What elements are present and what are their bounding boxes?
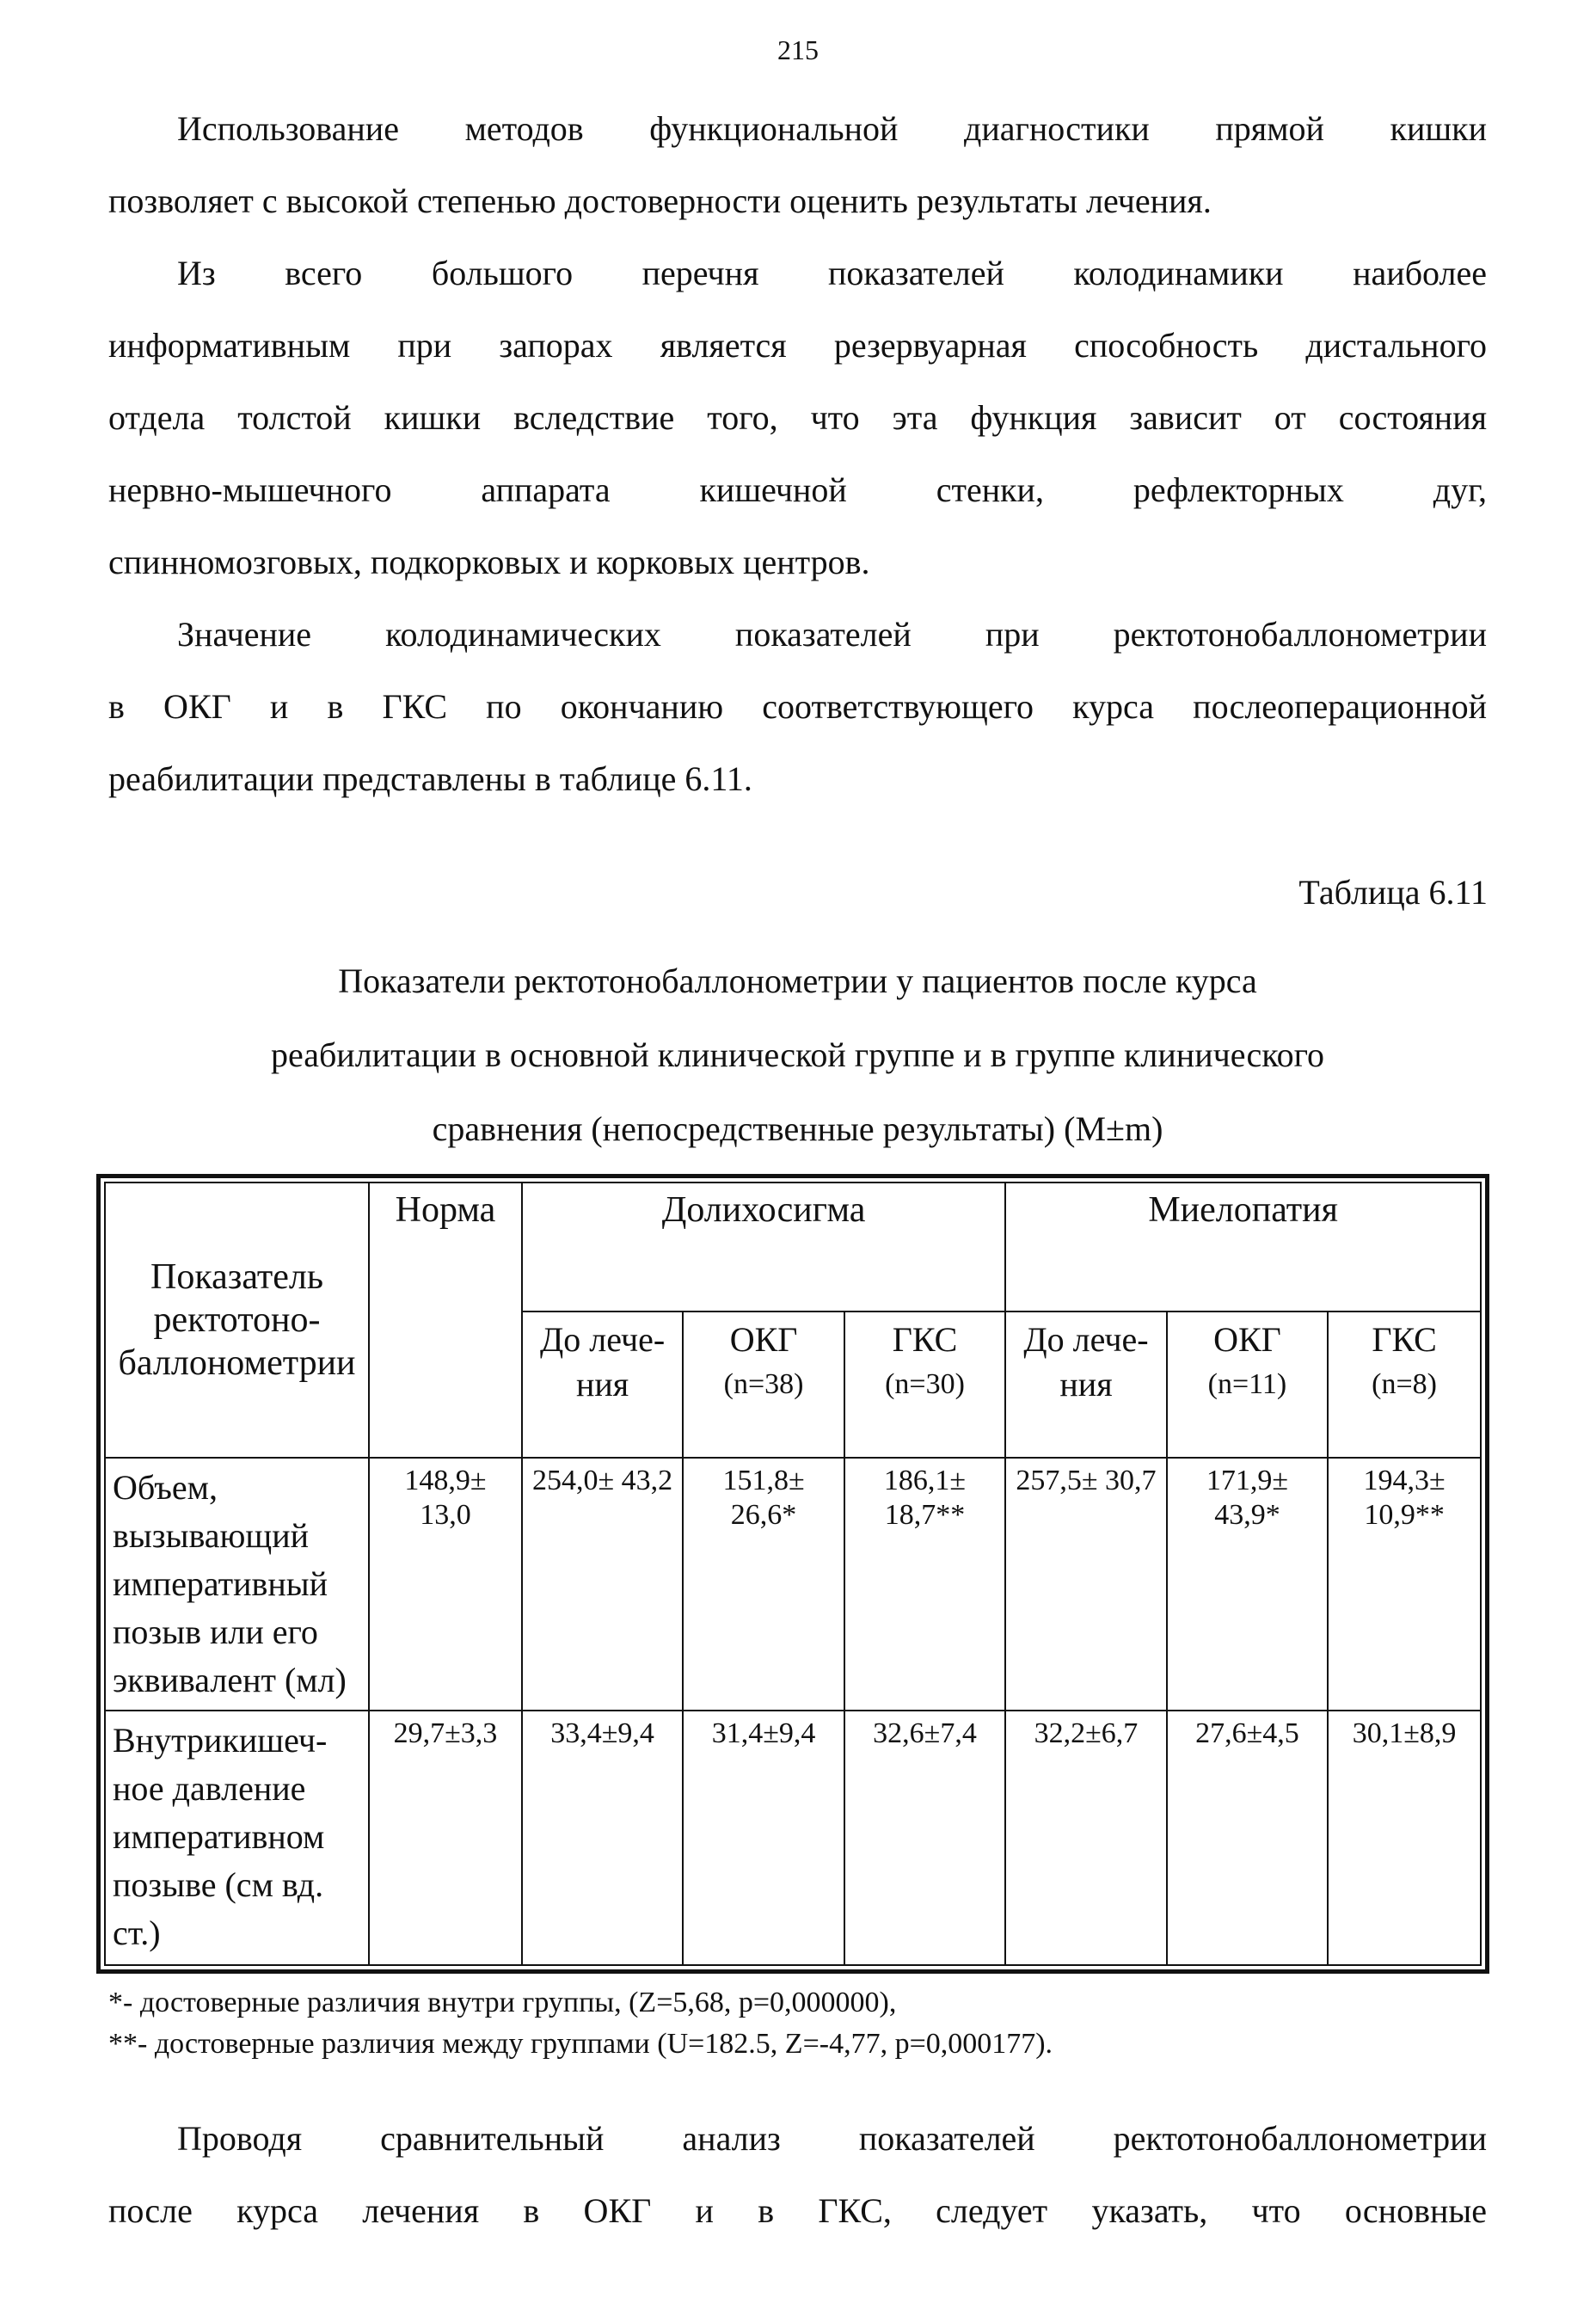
subheader-okg: ОКГ (n=11) [1167, 1312, 1328, 1458]
text-line: отдела толстой кишки вследствие того, что эта функция зависит от состояния [108, 398, 1487, 437]
subheader-before: До лече-ния [522, 1312, 683, 1458]
caption-line: сравнения (непосредственные результаты) (M±m) [432, 1109, 1163, 1148]
paragraph-3 [108, 599, 1487, 815]
page-number: 215 [777, 34, 819, 65]
data-table-frame [96, 1174, 1489, 1974]
paragraph-2 [108, 237, 1487, 599]
text-line: позволяет с высокой степенью достоверности оценить результаты лечения. [108, 181, 1212, 220]
cell-norm: 148,9± 13,0 [369, 1458, 522, 1711]
text-line: в ОКГ и в ГКС по окончанию соответствующего курса послеоперационной [108, 687, 1487, 726]
cell-dolichosigma-okg: 31,4±9,4 [683, 1711, 844, 1965]
header-norm: Норма [369, 1182, 522, 1458]
cell-dolichosigma-before: 33,4±9,4 [522, 1711, 683, 1965]
paragraph-1 [108, 93, 1487, 237]
cell-myelopathy-before: 32,2±6,7 [1005, 1711, 1166, 1965]
text-line: Значение колодинамических показателей при ректотонобаллонометрии [177, 615, 1487, 654]
table-row [105, 1711, 1481, 1965]
note-line: **- достоверные различия между группами (U=182.5, Z=-4,77, p=0,000177). [108, 2028, 1053, 2060]
caption-line: Показатели ректотонобаллонометрии у пациентов после курса [338, 961, 1257, 1000]
header-indicator: Показатель ректотоно-баллонометрии [105, 1182, 369, 1458]
text-line: после курса лечения в ОКГ и в ГКС, следует указать, что основные [108, 2191, 1487, 2230]
table-caption [108, 944, 1487, 1166]
note-line: *- достоверные различия внутри группы, (Z=5,68, p=0,000000), [108, 1987, 897, 2018]
caption-line: реабилитации в основной клинической группе и в группе клинического [270, 1035, 1325, 1074]
cell-dolichosigma-okg: 151,8± 26,6* [683, 1458, 844, 1711]
text-line: нервно-мышечного аппарата кишечной стенки, рефлекторных дуг, [108, 470, 1487, 509]
cell-norm: 29,7±3,3 [369, 1711, 522, 1965]
table-row [105, 1458, 1481, 1711]
subheader-gks: ГКС (n=30) [844, 1312, 1005, 1458]
cell-myelopathy-gks: 30,1±8,9 [1328, 1711, 1481, 1965]
cell-dolichosigma-before: 254,0± 43,2 [522, 1458, 683, 1711]
cell-dolichosigma-gks: 32,6±7,4 [844, 1711, 1005, 1965]
text-line: Из всего большого перечня показателей колодинамики наиболее [177, 254, 1487, 292]
cell-myelopathy-okg: 171,9± 43,9* [1167, 1458, 1328, 1711]
cell-myelopathy-gks: 194,3± 10,9** [1328, 1458, 1481, 1711]
row-label: Внутрикишеч-ное давление императивном позыве (см вд. ст.) [105, 1711, 369, 1965]
cell-myelopathy-before: 257,5± 30,7 [1005, 1458, 1166, 1711]
paragraph-4 [108, 2103, 1487, 2247]
header-myelopathy: Миелопатия [1005, 1182, 1481, 1312]
cell-myelopathy-okg: 27,6±4,5 [1167, 1711, 1328, 1965]
table-label: Таблица 6.11 [1298, 873, 1488, 912]
cell-dolichosigma-gks: 186,1± 18,7** [844, 1458, 1005, 1711]
table-notes [108, 1982, 1487, 2065]
text-line: Проводя сравнительный анализ показателей ректотонобаллонометрии [177, 2119, 1487, 2158]
text-line: спинномозговых, подкорковых и корковых центров. [108, 543, 870, 581]
header-dolichosigma: Долихосигма [522, 1182, 1005, 1312]
subheader-before: До лече-ния [1005, 1312, 1166, 1458]
subheader-okg: ОКГ (n=38) [683, 1312, 844, 1458]
text-line: информативным при запорах является резервуарная способность дистального [108, 326, 1487, 365]
text-line: Использование методов функциональной диагностики прямой кишки [177, 109, 1487, 148]
row-label: Объем, вызывающий императивный позыв или его эквивалент (мл) [105, 1458, 369, 1711]
data-table [104, 1182, 1482, 1966]
subheader-gks: ГКС (n=8) [1328, 1312, 1481, 1458]
text-line: реабилитации представлены в таблице 6.11. [108, 759, 752, 798]
